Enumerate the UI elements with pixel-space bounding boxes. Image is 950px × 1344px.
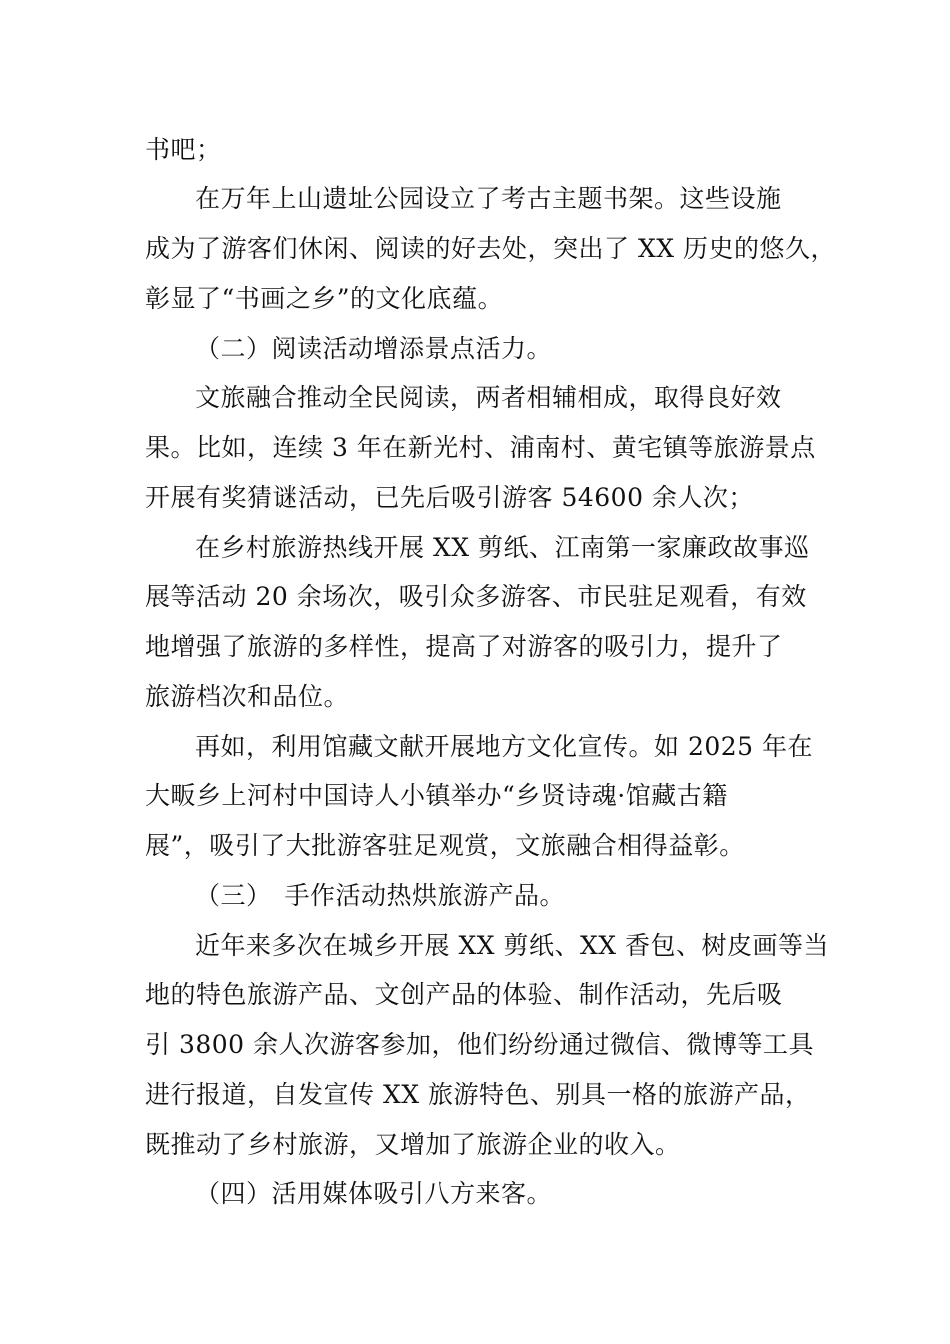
paragraph-start-line: 近年来多次在城乡开展 XX 剪纸、XX 香包、树皮画等当 [195,931,830,960]
text-line: 引 3800 余人次游客参加，他们纷纷通过微信、微博等工具 [145,1030,815,1059]
section-heading-3: （三） 手作活动热烘旅游产品。 [195,881,566,910]
text-line: 地增强了旅游的多样性，提高了对游客的吸引力，提升了 [145,632,783,661]
text-line: 开展有奖猜谜活动，已先后吸引游客 54600 余人次； [145,483,754,512]
text-line: 大畈乡上河村中国诗人小镇举办“乡贤诗魂·馆藏古籍 [145,781,728,810]
section-heading-2: （二）阅读活动增添景点活力。 [195,334,553,363]
text-line: 书吧； [145,135,222,164]
text-line: 成为了游客们休闲、阅读的好去处，突出了 XX 历史的悠久， [145,234,836,263]
text-line: 展等活动 20 余场次，吸引众多游客、市民驻足观看，有效 [145,582,807,611]
text-line: 彰显了“书画之乡”的文化底蕴。 [145,284,504,313]
text-line: 地的特色旅游产品、文创产品的体验、制作活动，先后吸 [145,980,783,1009]
paragraph-start-line: 在万年上山遗址公园设立了考古主题书架。这些设施 [195,184,782,213]
text-line: 展”，吸引了大批游客驻足观赏，文旅融合相得益彰。 [145,831,745,860]
paragraph-start-line: 再如，利用馆藏文献开展地方文化宣传。如 2025 年在 [195,732,814,761]
text-line: 果。比如，连续 3 年在新光村、浦南村、黄宅镇等旅游景点 [145,433,816,462]
text-line: 既推动了乡村旅游，又增加了旅游企业的收入。 [145,1130,681,1159]
text-line: 进行报道，自发宣传 XX 旅游特色、别具一格的旅游产品， [145,1080,811,1109]
section-heading-4: （四）活用媒体吸引八方来客。 [195,1179,553,1208]
text-line: 旅游档次和品位。 [145,682,350,711]
paragraph-start-line: 文旅融合推动全民阅读，两者相辅相成，取得良好效 [195,383,782,412]
paragraph-start-line: 在乡村旅游热线开展 XX 剪纸、江南第一家廉政故事巡 [195,533,810,562]
